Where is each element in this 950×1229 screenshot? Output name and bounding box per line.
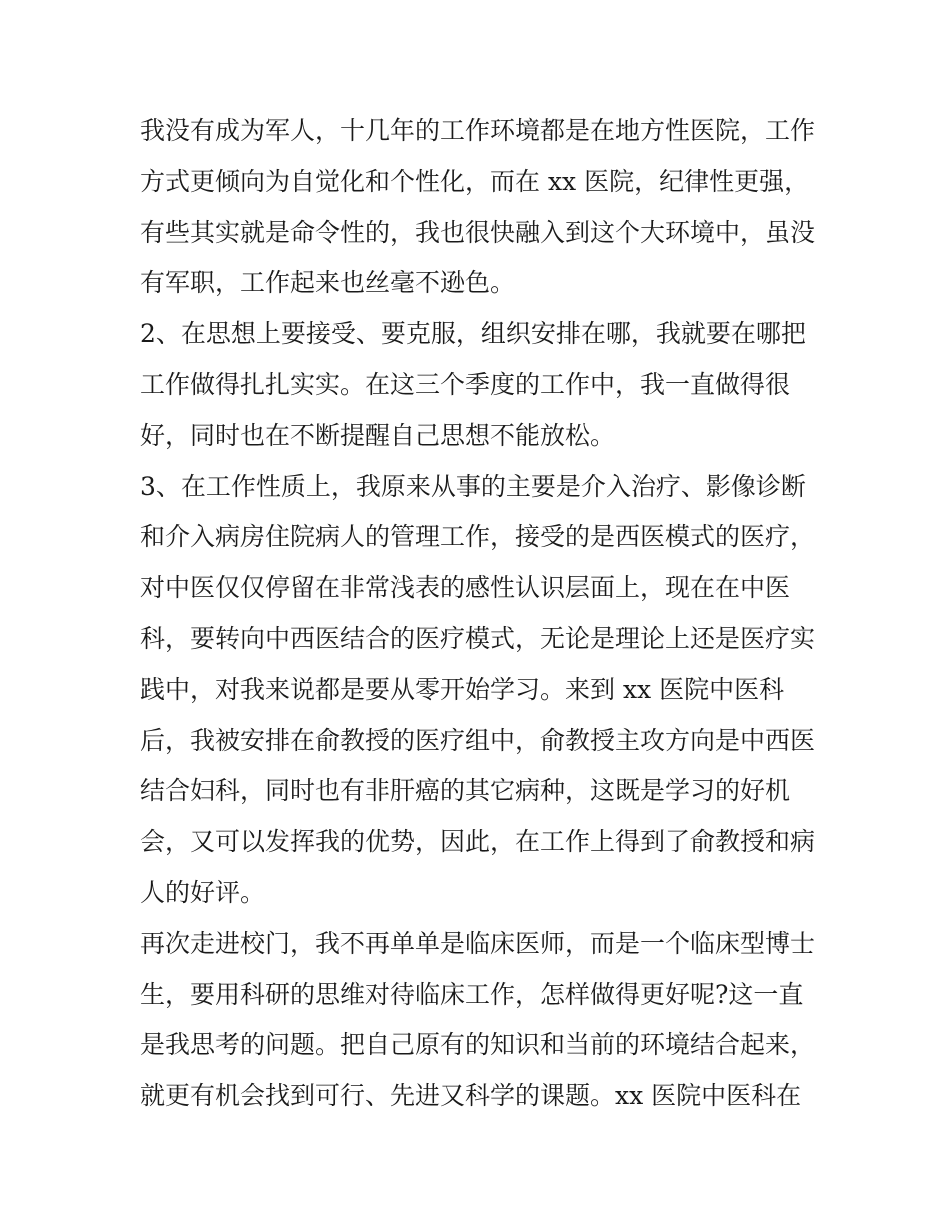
text-line: 就更有机会找到可行、先进又科学的课题。xx 医院中医科在: [140, 1081, 802, 1111]
text-line: 我没有成为军人，十几年的工作环境都是在地方性医院，工作: [140, 116, 816, 145]
text-line: 对中医仅仅停留在非常浅表的感性认识层面上，现在在中医: [140, 573, 791, 603]
text-line: 科，要转向中西医结合的医疗模式，无论是理论上还是医疗实: [140, 623, 816, 653]
text-line: 后，我被安排在俞教授的医疗组中，俞教授主攻方向是中西医: [140, 725, 816, 755]
text-line: 有军职，工作起来也丝毫不逊色。: [140, 268, 516, 298]
text-line: 有些其实就是命令性的，我也很快融入到这个大环境中，虽没: [140, 217, 816, 247]
text-line: 方式更倾向为自觉化和个性化，而在 xx 医院，纪律性更强，: [140, 166, 810, 196]
text-line: 工作做得扎扎实实。在这三个季度的工作中，我一直做得很: [140, 369, 791, 399]
document-body: [140, 106, 820, 1122]
text-line: 结合妇科，同时也有非肝癌的其它病种，这既是学习的好机: [140, 776, 791, 806]
text-line: 好，同时也在不断提醒自己思想不能放松。: [140, 420, 616, 450]
text-line: 生，要用科研的思维对待临床工作，怎样做得更好呢?这一直: [140, 979, 804, 1009]
text-line: 3、在工作性质上，我原来从事的主要是介入治疗、影像诊断: [140, 471, 806, 501]
text-line: 会，又可以发挥我的优势，因此，在工作上得到了俞教授和病: [140, 827, 816, 857]
text-line: 践中，对我来说都是要从零开始学习。来到 xx 医院中医科: [140, 674, 785, 704]
text-line: 人的好评。: [140, 877, 266, 907]
text-line: 是我思考的问题。把自己原有的知识和当前的环境结合起来，: [140, 1030, 816, 1060]
text-line: 和介入病房住院病人的管理工作，接受的是西医模式的医疗，: [140, 522, 816, 552]
text-line: 再次走进校门，我不再单单是临床医师，而是一个临床型博士: [140, 928, 816, 958]
text-line: 2、在思想上要接受、要克服，组织安排在哪，我就要在哪把: [140, 319, 806, 349]
